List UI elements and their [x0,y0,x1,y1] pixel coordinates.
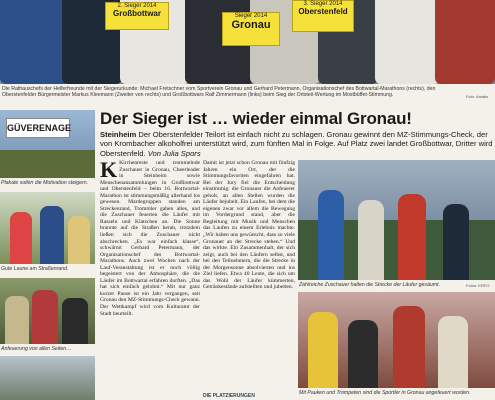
column-text: Kirchenreste und trommelnde Zuschauer in Gronau, Cheerleader in Steinheim sowie Menschenansammlungen in Großbottwar und Oberstenfeld – beim 16. Bottwartal-Marathon ist stimmungsmäßig allerhand los gewesen. Mardegruppen standen am Streckenrand, Trommler gaben alles, und die Zuschauer feuerten die Läufer mit Rasseln und Klatschen an. Die Sonne brannte auf die Straßen herab, trotzdem ließen sich die Zuschauer nicht abschrecken. „Es war einfach klasse“, schwärmt Gerhard Petermann, der Organisationschef des Bottwartal-Marathons. Auch zwei Wochen nach der Lauf-Veranstaltung ist er noch völlig begeistert von der Atmosphäre, die die Läufer im Bottwartal erfahren durften. „Das hat sich einfach gelohnt.“ Mit nur ganz kurzer Pause ist ein Jahr vergangen, seit Gronau den MZ-Stimmungs-Check gewann. Der Wettkampf wird vom Kulturamt der Stadt beurteilt. [100,160,200,317]
spectator [40,206,64,264]
musician [348,320,378,388]
mid-caption: Gute Laune am Straßenrand. [1,266,69,272]
spectator [318,190,344,280]
spectator [32,290,58,344]
spectator [68,216,90,264]
person-8 [435,0,495,84]
sign-oberstenfeld [292,0,354,32]
top-photo-credit: Foto: Amatis [466,94,489,99]
sidebar-photo-banner [0,110,95,178]
subheadline-text: Der Oberstenfelder Teilort ist einfach nicht zu schlagen. Gronau gewinnt den MZ-Stimmungs-Check, der von Krombacher alkoholfrei unterstützt wird, zum fünften Mal in Folge. Auf Platz zwei landet Großbottwar, Dritter wird Oberstenfeld. [100,130,493,158]
headline: Der Sieger ist … wieder einmal Gronau! [100,109,412,128]
crowd [0,150,95,178]
sign-year: Sieger 2014 [234,13,268,19]
article-column-2 [203,160,295,400]
spectator [10,212,32,264]
spectator [62,298,88,344]
sidebar-caption: Plakate sollen die Motivation steigern. [1,180,89,186]
musician [438,316,468,388]
subheadline [100,130,493,158]
author: Von Julia Spors [147,148,201,158]
banner-sign: GÜVERENAGE [6,118,70,138]
footer-label: DIE PLATZIERUNGEN [203,393,255,399]
sign-year: 2. Sieger 2014 [117,3,157,9]
sign-name: Gronau [231,19,271,31]
column-text: Damit ist jetzt schon Gronau mit fünfzig Jahren ein Ort, der die Stimmungsfavoriten eingefahren hat. Bei der Jury fiel die Entscheidung einstimmig: die Gronauer die Anfeuerer geholt, an allen Stellen wurden die Läufer bejubelt. Ein Laufen, bei dem die eigenen zwar vor allem die Bewegung im Vordergrund stand, aber die Begleitung mit Musik und Menschen das Laufen zu einem Erlebnis machte. „Wir haben uns gewünscht, dass so viele Gronauer an der Strecke stehen.“ Und das wirkte. Ein Zusammenhalt, der sich zeigt, auch bei den Läufern selbst, und bei den Teilnehmern, die die Strecke in der Morgensonne absolvierten und ins Ziel liefen. Etwa 40 Leute, die sich um das Wohl der Läufer kümmerten, Getränkestände aufstellten und jubelten. [203,160,295,291]
spectator [398,194,426,280]
person-7 [375,0,440,84]
top-photo [0,0,495,84]
musician [308,312,338,388]
right-photo-band [298,292,495,388]
sign-gronau [222,12,280,46]
sign-grossbottwar [105,2,169,30]
right-photo1-caption: Zahlreiche Zuschauer halten die Strecke der Läufer gesäumt. [299,282,441,288]
right-photo1-credit: Fotos: KRFG [466,283,490,288]
sidebar-photo-cheer [0,278,95,344]
sign-name: Oberstenfeld [298,7,348,16]
drop-cap: K [100,160,118,182]
sign-name: Großbottwar [113,9,161,18]
right-photo-crowd [298,160,495,280]
sidebar-photo-crowd [0,192,95,264]
article-column-1 [100,160,200,400]
right-photo2-caption: Mit Pauken und Trompeten sind die Sportler in Gronau angefeuert worden. [299,390,471,396]
spectator [5,296,29,344]
person-1 [0,0,70,84]
sidebar-photo-bottom [0,356,95,400]
musician [393,306,425,388]
sign-year: 3. Sieger 2014 [303,1,343,7]
dateline: Steinheim [100,130,137,139]
spectator [358,200,384,280]
spectator [443,204,469,280]
bottom-left-caption: Anfeuerung von allen Seiten… [1,346,72,352]
top-photo-caption: Die Rathauschefs der Helferfreunde mit der Siegerurkunde: Michael Fretschner vom Sportverein Gronau und Gerhard Petermann, Organisationschef des Bottwartal-Marathons (rechts), den Oberstenfelder Bürgermeister Markus Kleemann (Zweiter von rechts) und Großbottwars Ralf Zimmermann (links) beim Sieg der Ortsteil-Wertung im Mostbüffet-Stimmung. [2,86,436,99]
